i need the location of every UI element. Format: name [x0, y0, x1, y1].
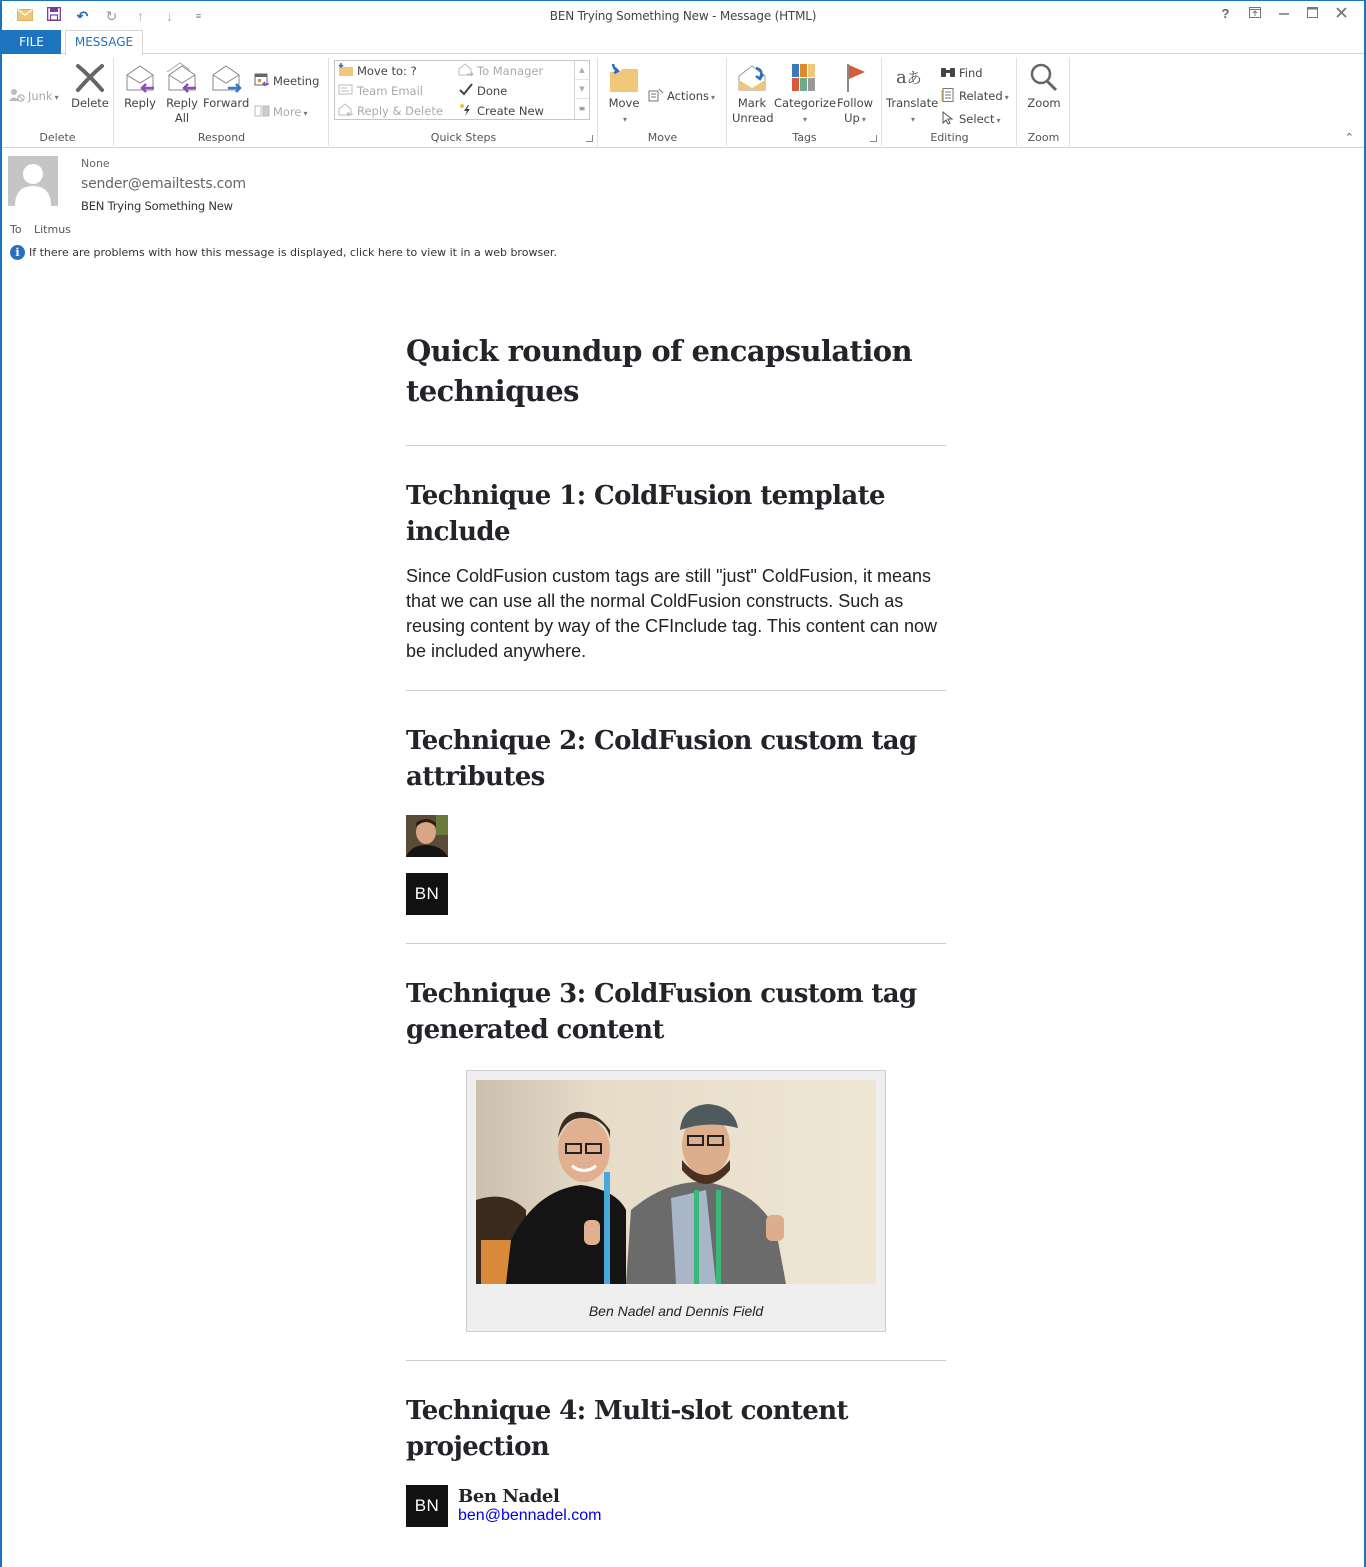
dialog-launcher-icon[interactable]	[586, 135, 593, 142]
next-item-icon[interactable]: ↓	[166, 8, 173, 24]
actions-button[interactable]: Actions ▾	[648, 88, 715, 106]
translate-button[interactable]: aあ Translate ▾	[886, 62, 938, 127]
find-button[interactable]: Find	[940, 65, 983, 81]
collapse-ribbon-icon[interactable]: ⌃	[1344, 131, 1354, 144]
related-button[interactable]: Related ▾	[940, 88, 1009, 106]
window-title: BEN Trying Something New - Message (HTML)	[549, 9, 817, 23]
categorize-button[interactable]: Categorize ▾	[774, 62, 834, 127]
reply-all-icon	[166, 62, 198, 94]
delete-group	[2, 58, 114, 146]
chevron-down-icon: ▾	[54, 93, 59, 102]
folder-move-icon	[338, 63, 354, 77]
email-title: Quick roundup of encapsulation techniques	[406, 334, 912, 408]
initials-avatar: BN	[406, 873, 448, 915]
divider	[406, 445, 946, 446]
actions-icon	[648, 88, 664, 102]
group-label-zoom: Zoom	[1027, 131, 1060, 144]
email-body	[406, 331, 946, 1527]
to-label: To	[10, 223, 22, 236]
to-manager-icon	[458, 63, 474, 77]
editing-group	[883, 58, 1017, 146]
signature-email-link[interactable]: ben@bennadel.com	[458, 1507, 602, 1524]
minimize-icon[interactable]	[1269, 6, 1298, 21]
sender-address[interactable]: sender@emailtests.com	[81, 176, 246, 192]
more-button[interactable]: More ▾	[254, 104, 308, 122]
chevron-down-icon: ▾	[996, 116, 1001, 125]
forward-button[interactable]: Forward	[203, 62, 249, 111]
divider	[406, 690, 946, 691]
quick-step-create-new[interactable]: Create New	[458, 103, 544, 119]
quick-step-done[interactable]: Done	[458, 83, 507, 99]
section-heading-2: Technique 2: ColdFusion custom tag attributes	[406, 726, 917, 792]
related-icon	[940, 88, 956, 102]
zoom-button[interactable]: Zoom	[1024, 62, 1064, 111]
reply-button[interactable]: Reply	[121, 62, 159, 111]
mark-unread-icon	[736, 62, 768, 94]
move-group	[599, 58, 727, 146]
signature-block	[406, 1485, 946, 1527]
importance-label: None	[81, 157, 110, 170]
forward-icon	[210, 62, 242, 94]
scroll-up-icon[interactable]: ▲	[575, 61, 589, 80]
chevron-down-icon: ▾	[802, 115, 807, 124]
sender-avatar	[8, 156, 58, 206]
initials-avatar: BN	[406, 1485, 448, 1527]
quick-steps-gallery	[334, 60, 590, 120]
meeting-button[interactable]: Meeting	[254, 73, 319, 89]
chevron-down-icon: ▾	[910, 115, 915, 124]
section-body-1: Since ColdFusion custom tags are still "just" ColdFusion, it means that we can use all the normal ColdFusion constructs. Such as reusing content by way of the CFInclude tag. This content can now be included anywhere.	[406, 566, 937, 661]
tab-file[interactable]: FILE	[2, 30, 61, 54]
junk-button[interactable]: Junk ▾	[9, 88, 59, 106]
more-icon	[254, 104, 270, 118]
group-label-move: Move	[647, 131, 678, 144]
figure-wrapper	[406, 1070, 946, 1332]
group-label-editing: Editing	[930, 131, 969, 144]
chevron-down-icon: ▾	[1004, 93, 1009, 102]
ribbon	[2, 54, 1364, 148]
magnifier-icon	[1028, 62, 1060, 94]
select-button[interactable]: Select ▾	[940, 111, 1001, 129]
ribbon-tabs	[2, 30, 1364, 54]
reply-delete-icon	[338, 103, 354, 117]
scroll-down-icon[interactable]: ▼	[575, 80, 589, 99]
translate-icon: aあ	[896, 67, 922, 88]
chevron-down-icon: ▾	[303, 109, 308, 118]
move-button[interactable]: Move ▾	[605, 62, 643, 127]
delete-icon	[74, 62, 106, 94]
signature-name: Ben Nadel	[458, 1486, 560, 1507]
tab-message[interactable]: MESSAGE	[65, 30, 143, 55]
lightning-icon	[458, 103, 474, 117]
respond-group	[115, 58, 329, 146]
flag-icon	[839, 62, 871, 94]
move-folder-icon	[608, 62, 640, 94]
team-email-icon	[338, 83, 354, 97]
photo-figure	[466, 1070, 886, 1332]
quick-step-move-to[interactable]: Move to: ?	[338, 63, 417, 79]
previous-item-icon[interactable]: ↑	[137, 8, 144, 24]
quick-step-to-manager[interactable]: To Manager	[458, 63, 543, 79]
reply-all-button[interactable]: Reply All	[163, 62, 201, 126]
ribbon-display-icon[interactable]	[1240, 6, 1269, 21]
dialog-launcher-icon[interactable]	[870, 135, 877, 142]
group-label-tags: Tags	[792, 131, 817, 144]
info-icon: i	[10, 245, 25, 260]
help-icon[interactable]: ?	[1221, 6, 1230, 21]
delete-button[interactable]: Delete	[70, 62, 110, 111]
mark-unread-button[interactable]: Mark Unread	[732, 62, 772, 126]
divider	[406, 1360, 946, 1361]
cursor-icon	[940, 111, 956, 125]
section-heading-4: Technique 4: Multi-slot content projection	[406, 1396, 848, 1462]
group-label-respond: Respond	[197, 131, 246, 144]
customize-icon[interactable]: ≡	[195, 11, 202, 21]
binoculars-icon	[940, 65, 956, 79]
checkmark-icon	[458, 83, 474, 97]
photo-caption: Ben Nadel and Dennis Field	[588, 1303, 764, 1319]
expand-gallery-icon[interactable]: ≡	[578, 104, 586, 113]
message-header	[2, 149, 1364, 269]
title-bar	[2, 1, 1364, 31]
author-photo-small	[406, 815, 448, 857]
to-recipient[interactable]: Litmus	[34, 223, 71, 236]
section-heading-1: Technique 1: ColdFusion template include	[406, 481, 885, 547]
undo-icon[interactable]: ↶	[76, 8, 89, 24]
close-icon[interactable]	[1327, 6, 1356, 21]
group-label-delete: Delete	[39, 131, 76, 144]
info-bar[interactable]	[10, 245, 557, 260]
chevron-down-icon: ▾	[861, 115, 866, 124]
divider	[406, 943, 946, 944]
meeting-icon	[254, 73, 270, 87]
info-bar-text: If there are problems with how this message is displayed, click here to view it in a web browser.	[29, 246, 557, 259]
categorize-icon	[788, 62, 820, 94]
chevron-down-icon: ▾	[622, 115, 627, 124]
zoom-group	[1018, 58, 1070, 146]
maximize-icon[interactable]	[1298, 6, 1327, 21]
junk-icon	[9, 88, 25, 102]
follow-up-button[interactable]: Follow Up ▾	[834, 62, 876, 127]
redo-icon[interactable]: ↻	[105, 8, 118, 24]
group-label-quick-steps: Quick Steps	[430, 131, 497, 144]
message-subject: BEN Trying Something New	[81, 199, 233, 213]
quick-step-team-email[interactable]: Team Email	[338, 83, 423, 99]
section-heading-3: Technique 3: ColdFusion custom tag generated content	[406, 979, 917, 1045]
tags-group	[728, 58, 882, 146]
window-controls	[1211, 6, 1356, 21]
chevron-down-icon: ▾	[711, 93, 716, 102]
quick-steps-scroller	[574, 61, 589, 119]
quick-step-reply-delete[interactable]: Reply & Delete	[338, 103, 443, 119]
reply-icon	[124, 62, 156, 94]
photo-ben-and-dennis	[476, 1080, 876, 1284]
